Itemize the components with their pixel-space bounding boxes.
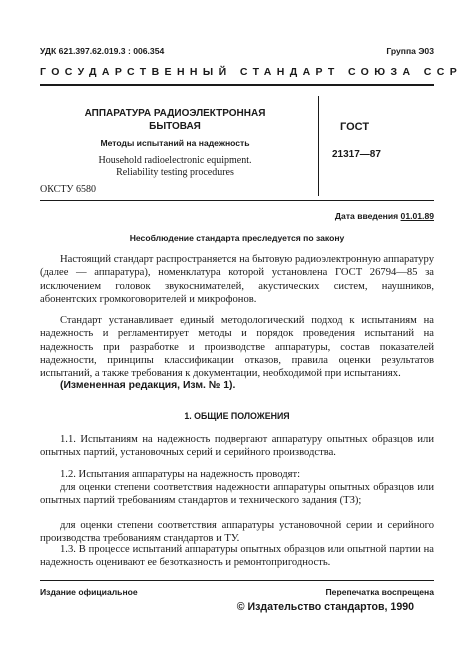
title-rule <box>40 200 434 201</box>
paragraph-scope: Настоящий стандарт распространяется на бытовую радиоэлектронную аппаратуру (далее — аппаратура), номенклатура которой установлена ГОСТ 26794—85 за исключением головок звукоснимателей, акустических систем, наушников, абонентских громкоговорителей и микрофонов. <box>40 254 434 305</box>
clause-1-2-item-a: для оценки степени соответствия надежности аппаратуры опытных образцов или опытных партий требованиям стандартов и технического задания (ТЗ); <box>40 482 434 507</box>
publisher-copyright: © Издательство стандартов, 1990 <box>236 601 414 613</box>
gost-number: 21317—87 <box>332 149 381 160</box>
header-rule <box>40 84 434 86</box>
clause-1-2-item-b: для оценки степени соответствия аппаратуры установочной серии и серийного производства требованиям стандартов и ТУ. <box>40 520 434 545</box>
document-subtitle: Методы испытаний на надежность <box>100 138 250 148</box>
group-code: Группа Э03 <box>386 46 434 56</box>
revision-note: (Измененная редакция, Изм. № 1). <box>60 380 236 391</box>
section-1-title: 1. ОБЩИЕ ПОЛОЖЕНИЯ <box>184 411 290 421</box>
okstu-code: ОКСТУ 6580 <box>40 184 97 195</box>
udk-code: УДК 621.397.62.019.3 : 006.354 <box>40 46 165 56</box>
reprint-notice: Перепечатка воспрещена <box>325 587 434 597</box>
english-title <box>40 155 310 179</box>
english-title-line-1: Household radioelectronic equipment. <box>98 155 252 166</box>
title-line-2: БЫТОВАЯ <box>149 121 201 132</box>
footer-rule <box>40 580 434 581</box>
title-divider <box>318 96 319 196</box>
legal-notice: Несоблюдение стандарта преследуется по закону <box>129 233 345 243</box>
clause-1-3: 1.3. В процессе испытаний аппаратуры опытных образцов или опытной партии на надежность оценивают ее безотказность и ремонтопригодность. <box>40 544 434 569</box>
clause-1-1: 1.1. Испытаниям на надежность подвергают аппаратуру опытных образцов или опытных партий, установочных серий и серийного производства. <box>40 434 434 459</box>
document-title <box>40 107 310 133</box>
organization-title: ГОСУДАРСТВЕННЫЙ СТАНДАРТ СОЮЗА ССР <box>40 66 463 78</box>
effective-date-value: 01.01.89 <box>400 211 434 221</box>
gost-label: ГОСТ <box>340 121 370 133</box>
official-edition: Издание официальное <box>40 587 138 597</box>
effective-date-label: Дата введения <box>334 211 399 221</box>
effective-date <box>335 211 434 221</box>
clause-1-2: 1.2. Испытания аппаратуры на надежность проводят: <box>60 469 301 480</box>
paragraph-purpose: Стандарт устанавливает единый методологический подход к испытаниям на надежность и регламентирует методы и порядок проведения испытаний на надежность при разработке и производстве аппаратуры, состав показателей надежности, принципы классификации отказов, правила оценки результатов испытаний, а также требования к документации, необходимой при испытаниях. <box>40 315 434 380</box>
title-line-1: АППАРАТУРА РАДИОЭЛЕКТРОННАЯ <box>84 108 266 119</box>
english-title-line-2: Reliability testing procedures <box>116 167 234 178</box>
